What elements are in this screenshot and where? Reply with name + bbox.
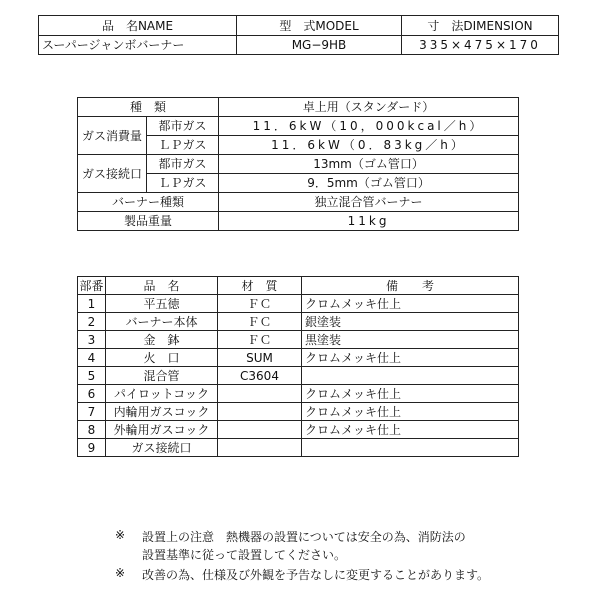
- part-number: 1: [78, 295, 106, 313]
- part-note: [302, 367, 519, 385]
- part-name: 平五徳: [106, 295, 218, 313]
- table-row: [78, 313, 519, 331]
- spec-header-value: 卓上用（スタンダード）: [219, 98, 519, 117]
- part-name: 外輪用ガスコック: [106, 421, 218, 439]
- part-number: 9: [78, 439, 106, 457]
- weight-label: 製品重量: [78, 212, 219, 231]
- spec-header-type: 種 類: [78, 98, 219, 117]
- part-material: SUM: [218, 349, 302, 367]
- table-row: [78, 349, 519, 367]
- note-1-line-2: 設置基準に従って設置してください。: [142, 548, 347, 562]
- part-note: クロムメッキ仕上: [302, 421, 519, 439]
- table-row: [78, 331, 519, 349]
- part-name: 金 鉢: [106, 331, 218, 349]
- part-material: ＦＣ: [218, 313, 302, 331]
- part-name: 混合管: [106, 367, 218, 385]
- part-material: ＦＣ: [218, 331, 302, 349]
- part-number: 4: [78, 349, 106, 367]
- header-dimension: 寸 法DIMENSION: [402, 16, 559, 36]
- part-name: 内輪用ガスコック: [106, 403, 218, 421]
- gas-connection-city-value: 13mm（ゴム管口）: [219, 155, 519, 174]
- part-name: パイロットコック: [106, 385, 218, 403]
- part-name: 火 口: [106, 349, 218, 367]
- burner-type-label: バーナー種類: [78, 193, 219, 212]
- part-number: 5: [78, 367, 106, 385]
- header-model: 型 式MODEL: [237, 16, 402, 36]
- part-number: 2: [78, 313, 106, 331]
- table-row: [78, 403, 519, 421]
- weight-value: 11kg: [219, 212, 519, 231]
- parts-header-no: 部番: [79, 278, 104, 293]
- gas-consumption-city-value: 11．6kW（10，000kcal／h）: [219, 117, 519, 136]
- parts-table: [77, 276, 519, 457]
- part-material: C3604: [218, 367, 302, 385]
- gas-connection-lp-label: ＬＰガス: [147, 174, 219, 193]
- part-note: [302, 439, 519, 457]
- part-note: 銀塗装: [302, 313, 519, 331]
- part-note: クロムメッキ仕上: [302, 295, 519, 313]
- parts-header-name: 品 名: [106, 277, 218, 295]
- table-row: [78, 421, 519, 439]
- part-name: バーナー本体: [106, 313, 218, 331]
- note-mark: ※: [115, 566, 126, 580]
- part-number: 7: [78, 403, 106, 421]
- note-1-line-1: 設置上の注意 熱機器の設置については安全の為、消防法の: [142, 530, 466, 544]
- spec-table: [77, 97, 519, 231]
- note-2: 改善の為、仕様及び外観を予告なしに変更することがあります。: [142, 568, 490, 582]
- table-row: [78, 439, 519, 457]
- part-note: 黒塗装: [302, 331, 519, 349]
- gas-consumption-city-label: 都市ガス: [147, 117, 219, 136]
- table-row: [78, 295, 519, 313]
- table-row: [78, 385, 519, 403]
- header-name: 品 名NAME: [39, 16, 237, 36]
- gas-consumption-lp-label: ＬＰガス: [147, 136, 219, 155]
- burner-type-value: 独立混合管バーナー: [219, 193, 519, 212]
- product-model: MG−9HB: [237, 36, 402, 55]
- part-number: 8: [78, 421, 106, 439]
- part-material: [218, 403, 302, 421]
- part-number: 3: [78, 331, 106, 349]
- part-note: クロムメッキ仕上: [302, 403, 519, 421]
- gas-consumption-label: ガス消費量: [78, 117, 147, 155]
- part-material: [218, 385, 302, 403]
- product-name: スーパージャンボバーナー: [39, 36, 237, 55]
- part-number: 6: [78, 385, 106, 403]
- gas-connection-lp-value: 9．5mm（ゴム管口）: [219, 174, 519, 193]
- parts-header-note: 備 考: [302, 277, 519, 295]
- part-note: クロムメッキ仕上: [302, 349, 519, 367]
- part-material: [218, 421, 302, 439]
- part-material: ＦＣ: [218, 295, 302, 313]
- gas-consumption-lp-value: 11．6kW（0．83kg／h）: [219, 136, 519, 155]
- gas-connection-label: ガス接続口: [78, 155, 147, 193]
- product-dimension: 335×475×170: [402, 36, 559, 55]
- product-table: [38, 15, 559, 55]
- gas-connection-city-label: 都市ガス: [147, 155, 219, 174]
- table-row: [78, 367, 519, 385]
- note-mark: ※: [115, 528, 126, 542]
- part-material: [218, 439, 302, 457]
- part-name: ガス接続口: [106, 439, 218, 457]
- part-note: クロムメッキ仕上: [302, 385, 519, 403]
- parts-header-material: 材 質: [218, 277, 302, 295]
